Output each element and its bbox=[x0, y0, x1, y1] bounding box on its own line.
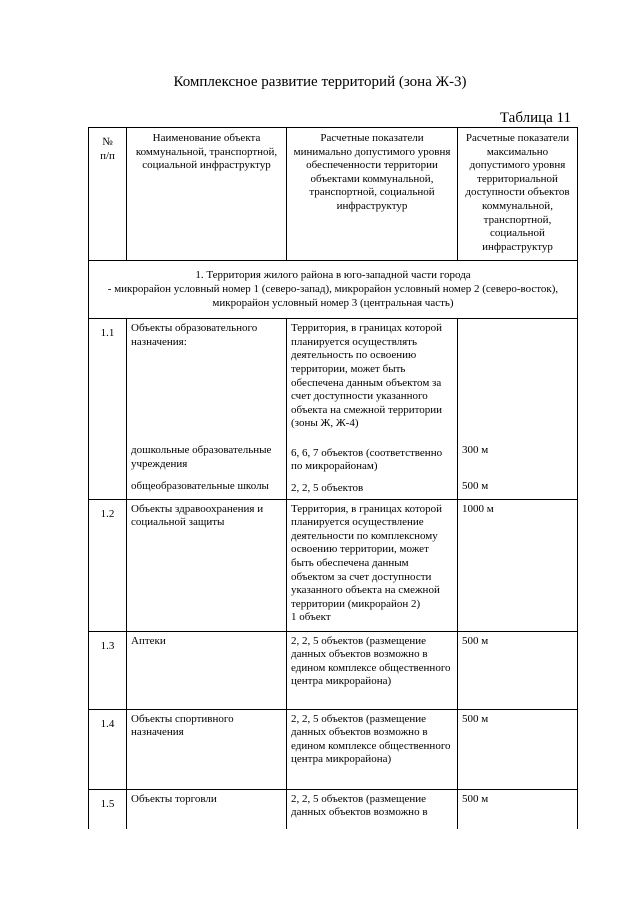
sub-min-schools: 2, 2, 5 объектов bbox=[291, 482, 364, 495]
header-object-name: Наименование объекта коммунальной, транспортной, социальной инфраструктур bbox=[127, 128, 287, 261]
table-row bbox=[89, 709, 578, 789]
row-max-indicator: 500 м bbox=[458, 709, 578, 789]
row-min-indicator: 2, 2, 5 объектов (размещение данных объектов возможно в едином комплексе общественного центра микрорайона) bbox=[287, 709, 458, 789]
row-min-indicator: 2, 2, 5 объектов (размещение данных объектов возможно в bbox=[287, 789, 458, 829]
row-object-name: Аптеки bbox=[127, 631, 287, 709]
sub-object-preschool: дошкольные образовательные учреждения bbox=[131, 444, 272, 470]
section-row bbox=[89, 261, 578, 319]
spacer bbox=[462, 322, 573, 444]
min-indicator-text: Территория, в границах которой планируется осуществлять деятельность по освоению территории, может быть обеспечена данным объектом за счет доступности указанного объекта на смежной территории (зоны Ж, Ж-4) bbox=[291, 322, 443, 430]
row-max-indicator: 500 м bbox=[458, 789, 578, 829]
table-row bbox=[89, 631, 578, 709]
row-number: 1.1 bbox=[89, 319, 127, 500]
row-object-name: Объекты торговли bbox=[127, 789, 287, 829]
table-number-label: Таблица 11 bbox=[499, 110, 571, 126]
row-max-indicator bbox=[458, 319, 578, 500]
row-object-name: Объекты здравоохранения и социальной защиты bbox=[127, 499, 287, 631]
spacer bbox=[462, 458, 573, 480]
section-line-2: - микрорайон условный номер 1 (северо-запад), микрорайон условный номер 2 (северо-восток), микрорайон условный номер 3 (центральная часть) bbox=[107, 282, 559, 309]
object-name-text: Объекты образовательного назначения: bbox=[131, 322, 258, 348]
sub-min-preschool: 6, 6, 7 объектов (соответственно по микрорайонам) bbox=[291, 446, 443, 473]
table-header-row bbox=[89, 128, 578, 261]
row-number: 1.4 bbox=[89, 709, 127, 789]
header-min-indicators: Расчетные показатели минимально допустимого уровня обеспеченности территории объектами коммунальной, транспортной, социальной инфраструктур bbox=[287, 128, 458, 261]
row-number: 1.3 bbox=[89, 631, 127, 709]
document-title: Комплексное развитие территорий (зона Ж-3) bbox=[173, 74, 467, 90]
row-number: 1.2 bbox=[89, 499, 127, 631]
sub-max-schools: 500 м bbox=[462, 479, 489, 492]
row-max-indicator: 500 м bbox=[458, 631, 578, 709]
sub-max-preschool: 300 м bbox=[462, 444, 489, 457]
section-heading bbox=[89, 261, 578, 319]
row-max-indicator: 1000 м bbox=[458, 499, 578, 631]
table-row bbox=[89, 499, 578, 631]
row-min-indicator: 2, 2, 5 объектов (размещение данных объектов возможно в едином комплексе общественного центра микрорайона) bbox=[287, 631, 458, 709]
row-min-indicator: Территория, в границах которой планируется осуществление деятельности по комплексному освоению территории, может быть обеспечена данным объектом за счет доступности указанного объекта на смежной территории (микрорайон 2) 1 объект bbox=[287, 499, 458, 631]
header-max-indicators: Расчетные показатели максимально допустимого уровня территориальной доступности объектов коммунальной, транспортной, социальной инфраструктур bbox=[458, 128, 578, 261]
section-line-1: 1. Территория жилого района в юго-западной части города bbox=[195, 269, 471, 282]
row-object-name bbox=[127, 319, 287, 500]
infrastructure-table bbox=[88, 127, 578, 829]
row-min-indicator bbox=[287, 319, 458, 500]
spacer bbox=[131, 349, 282, 444]
table-row bbox=[89, 789, 578, 829]
row-object-name: Объекты спортивного назначения bbox=[127, 709, 287, 789]
header-number: № п/п bbox=[89, 128, 127, 261]
sub-object-schools: общеобразовательные школы bbox=[131, 479, 269, 492]
table-row bbox=[89, 319, 578, 500]
row-number: 1.5 bbox=[89, 789, 127, 829]
